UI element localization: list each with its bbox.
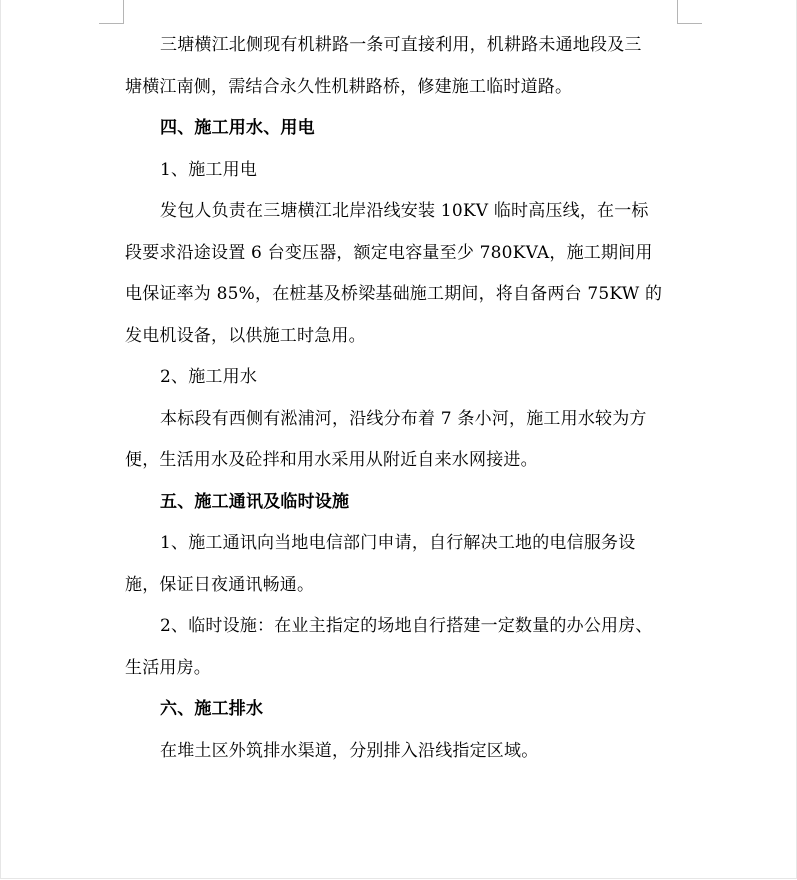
paragraph-line: 塘横江南侧，需结合永久性机耕路桥，修建施工临时道路。 (125, 76, 573, 97)
paragraph-line: 在堆土区外筑排水渠道，分别排入沿线指定区域。 (160, 740, 539, 761)
paragraph-line: 三塘横江北侧现有机耕路一条可直接利用，机耕路未通地段及三 (160, 35, 642, 55)
paragraph-line: 2、临时设施：在业主指定的场地自行搭建一定数量的办公用房、 (160, 616, 653, 636)
crop-mark-top-right (677, 0, 678, 24)
subsection-title: 1、施工用电 (160, 159, 258, 180)
paragraph-line: 1、施工通讯向当地电信部门申请，自行解决工地的电信服务设 (160, 533, 636, 553)
section-heading: 六、施工排水 (160, 699, 264, 719)
subsection-title: 2、施工用水 (160, 367, 258, 387)
paragraph-line: 发包人负责在三塘横江北岸沿线安装 10KV 临时高压线，在一标 (160, 201, 649, 221)
document-body[interactable] (125, 25, 681, 772)
paragraph-line: 生活用房。 (125, 657, 211, 678)
paragraph-line: 便，生活用水及砼拌和用水采用从附近自来水网接进。 (125, 450, 538, 470)
crop-mark-top-right (678, 23, 702, 24)
paragraph-line: 本标段有西侧有淞浦河，沿线分布着 7 条小河，施工用水较为方 (160, 408, 647, 429)
paragraph-line: 施，保证日夜通讯畅通。 (125, 574, 315, 595)
section-heading: 五、施工通讯及临时设施 (160, 491, 350, 512)
paragraph-line: 发电机设备，以供施工时急用。 (125, 325, 366, 346)
crop-mark-top-left (99, 23, 123, 24)
crop-mark-top-left (123, 0, 124, 24)
paragraph-line: 段要求沿途设置 6 台变压器，额定电容量至少 780KVA，施工期间用 (125, 242, 653, 263)
paragraph-line: 电保证率为 85%，在桩基及桥梁基础施工期间，将自备两台 75KW 的 (125, 284, 663, 304)
section-heading: 四、施工用水、用电 (160, 118, 315, 138)
